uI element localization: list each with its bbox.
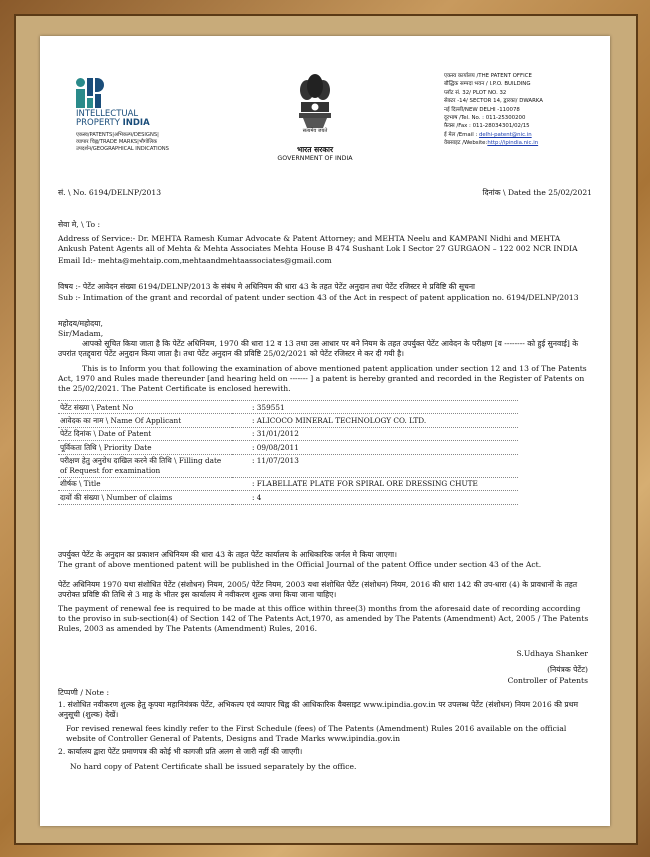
reference-number: सं. \ No. 6194/DELNP/2013 [58,188,162,197]
certificate-page [40,36,610,826]
office-line: एकस्व कार्यालय /THE PATENT OFFICE [444,73,532,79]
service-email: Email Id:- mehta@mehtaip.com,mehtaandmehtaassociates@gmail.com [58,256,332,265]
details-label: शीर्षक \ Title [58,477,232,490]
salutation-english: Sir/Madam, [58,329,104,338]
website-label: वेबसाइट /Website: [444,140,488,146]
details-row [58,491,518,504]
office-email-link[interactable]: delhi-patent@nic.in [478,131,532,138]
details-value: : FLABELLATE PLATE FOR SPIRAL ORE DRESSING CHUTE [232,477,518,490]
email-label: ई मेल /Email : [444,131,478,138]
paragraph-1-hindi: आपको सूचित किया जाता है कि पेटेंट अधिनियम, 1970 की धारा 12 व 13 तथा उस आधार पर बने नियम के तहत उपर्युक्त पेटेंट आवेदन के परीक्षण [व -------- को हुई सुनवाई] के उपरांत एतद्द्वारा पेटेंट अनुदान किया जाता है। तथा पेटेंट अनुदान की प्रविष्टि 25/02/2021 को पेटेंट रजिस्टर मे कर दी गयी है। [58,339,579,359]
logo-line-1: INTELLECTUAL [76,109,139,119]
details-label: दावों की संख्या \ Number of claims [58,491,232,504]
salutation-hindi: महोदय/महोदया, [58,319,103,328]
office-line: प्लॉट सं. 32/ PLOT NO. 32 [444,89,507,96]
details-row [58,441,518,454]
details-value: : 11/07/2013 [232,454,518,477]
office-line: सेक्टर -14/ SECTOR 14, द्वारका/ DWARKA [444,98,543,105]
details-value: : 31/01/2012 [232,427,518,440]
paragraph-1-english: This is to Inform you that following the examination of above mentioned patent application under section 12 and 13 of The Patents Act, 1970 and Rules made thereunder [and hearing held on ------- ] a patent is hereby granted and recorded in the Register of Patents on the 25/02/2021. The Patent Certificate is enclosed herewith. [58,364,587,394]
office-line: फ़ैक्स /Fax : 011-28034301/02/15 [444,123,530,130]
subject-english: Sub :- Intimation of the grant and recordal of patent under section 43 of the Act in respect of patent application no. 6194/DELNP/2013 [58,293,579,302]
note-label: टिप्पणी / Note : [58,688,110,697]
subject-hindi: विषय :- पेटेंट आवेदन संख्या 6194/DELNP/2013 के संबंध मे अधिनियम की धारा 43 के तहत पेटेंट अनुदान तथा पेटेंट रजिस्टर मे प्रविष्टि की सूचना [58,282,476,291]
government-english: GOVERNMENT OF INDIA [277,155,353,162]
details-value: : 09/08/2011 [232,441,518,454]
details-value: : 359551 [232,401,518,414]
details-row [58,401,518,414]
logo-sub-1: एकस्व/PATENTS|अभिकल्प/DESIGNS| [76,132,159,138]
office-website-link[interactable]: http://ipindia.nic.in [487,140,539,146]
logo-sub-2: व्यापार चिह्न/TRADE MARKS|भौगोलिक [76,139,158,146]
paragraph-3-hindi: पेटेंट अधिनियम 1970 यथा संशोधित पेटेंट (संशोधन) नियम, 2005/ पेटेंट नियम, 2003 यथा संशोधित पेटेंट (संशोधन) नियम, 2016 की धारा 142 की उप-धारा (4) के प्रावधानों के तहत उपरोक्त प्रविष्टि की तिथि से 3 माह के भीतर इस कार्यालय मे नवीकरण शुल्क जमा किया जाना चाहिए। [58,580,578,600]
details-label: पूर्विकता तिथि \ Priority Date [58,441,232,454]
details-label: आवेदक का नाम \ Name Of Applicant [58,414,232,427]
logo-line-2b: INDIA [122,117,150,128]
office-line: दूरभाष /Tel. No. : 011-25300200 [444,114,526,121]
national-emblem-icon [295,72,335,132]
signatory-title-english: Controller of Patents [507,676,588,685]
paragraph-2-english: The grant of above mentioned patent will be published in the Official Journal of the patent Office under section 43 of the Act. [58,560,542,569]
details-row [58,477,518,490]
office-line: बौद्धिक सम्पदा भवन / I.P.O. BUILDING [444,81,531,88]
letter-date: दिनांक \ Dated the 25/02/2021 [482,188,592,197]
ip-india-wordmark [76,110,150,128]
note-1-hindi: 1. संशोधित नवीकरण शुल्क हेतु कृपया महानियंत्रक पेटेंट, अभिकल्प एवं व्यापार चिह्न की आधिकारिक वैबसाइट www.ipindia.gov.in पर उपलब्ध पेटेंट (संशोधन) नियम 2016 की प्रथम अनुसूची (शुल्क) देखें। [58,700,579,720]
details-value: : ALICOCO MINERAL TECHNOLOGY CO. LTD. [232,414,518,427]
service-address: Address of Service:- Dr. MEHTA Ramesh Kumar Advocate & Patent Attorney; and MEHTA Neelu and KAMPANI Nidhi and MEHTA Ankush Patent Agents all of Mehta & Mehta Associates Mehta House B 474 Sushant Lok I Sector 27 GURGAON – 122 002 NCR INDIA [58,234,578,254]
government-hindi: भारत सरकार [296,145,334,154]
note-2-hindi: 2. कार्यालय द्वारा पेटेंट प्रमाणपत्र की कोई भी कागजी प्रति अलग से जारी नहीं की जाएगी। [58,747,303,756]
patent-details-table [58,400,518,505]
details-label: परीक्षण हेतु अनुरोध दाखिल करने की तिथि \ Filling date of Request for examination [58,454,232,477]
signatory-title-hindi: (नियंत्रक पेटेंट) [547,665,588,674]
signatory-name: S.Udhaya Shanker [516,649,588,658]
office-line: नई दिल्ली/NEW DELHI -110078 [444,106,520,113]
details-row [58,427,518,440]
logo-line-2a: PROPERTY [76,117,120,128]
details-row [58,454,518,477]
emblem-motto: सत्यमेव जयते [302,128,328,134]
logo-sub-3: उपदर्शन/GEOGRAPHICAL INDICATIONS [76,146,169,153]
note-1-english: For revised renewal fees kindly refer to the First Schedule (fees) of The Patents (Amendment) Rules 2016 available on the official website of Controller General of Patents, Designs and Trade Marks www.ipindia.gov.in [66,724,567,744]
ip-india-logo-icon [76,78,104,108]
paragraph-3-english: The payment of renewal fee is required to be made at this office within three(3) months from the aforesaid date of recording according to the proviso in sub-section(4) of Section 142 of The Patents Act,1970, as amended by The Patents (Amendment) Act, 2005 / The Patents Rules, 2003 as amended by The Patents (Amendment) Rules, 2016. [58,604,589,634]
details-value: : 4 [232,491,518,504]
details-label: पेटेंट दिनांक \ Date of Patent [58,427,232,440]
details-row [58,414,518,427]
to-label: सेवा मे, \ To : [58,220,101,229]
ip-india-subtitle [76,132,169,153]
office-address [444,72,543,147]
note-2-english: No hard copy of Patent Certificate shall be issued separately by the office. [70,762,357,771]
details-label: पेटेंट संख्या \ Patent No [58,401,232,414]
paragraph-2-hindi: उपर्युक्त पेटेंट के अनुदान का प्रकाशन अधिनियम की धारा 43 के तहत पेटेंट कार्यालय के आधिकारिक जर्नल मे किया जाएगा। [58,550,397,559]
